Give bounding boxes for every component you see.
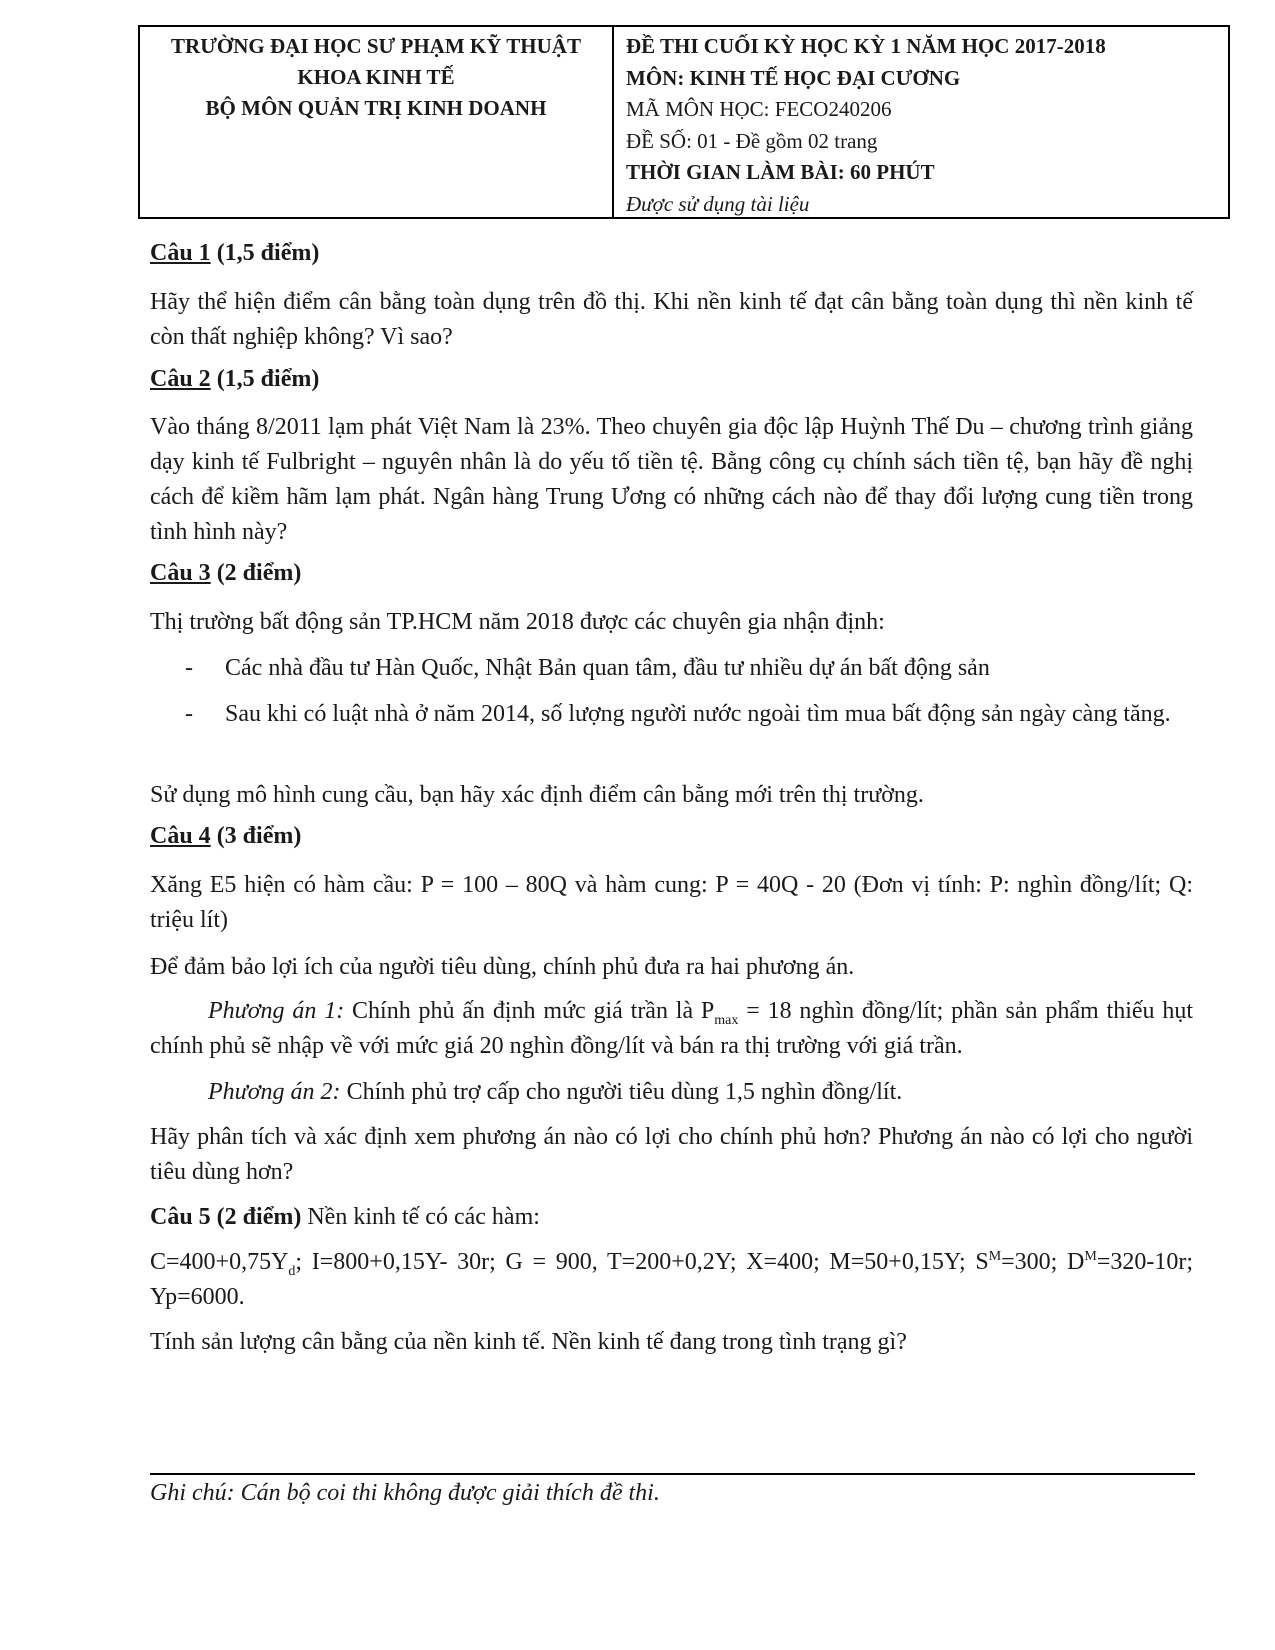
- eq-part-a: C=400+0,75Y: [150, 1249, 289, 1275]
- question-4-points: (3 điểm): [210, 823, 302, 849]
- eq-sup-m: M: [1084, 1249, 1097, 1264]
- exam-number: ĐỀ SỐ: 01 - Đề gồm 02 trang: [626, 128, 878, 153]
- exam-info-cell: [614, 27, 1228, 217]
- question-4-label: Câu 4: [150, 823, 211, 849]
- bullet-dash: -: [185, 655, 193, 681]
- eq-part-b: ; I=800+0,15Y- 30r; G = 900, T=200+0,2Y; X=400; M=50+0,15Y; S: [295, 1249, 989, 1275]
- bullet-text: Các nhà đầu tư Hàn Quốc, Nhật Bản quan tâm, đầu tư nhiều dự án bất động sản: [225, 655, 990, 681]
- department-name: BỘ MÔN QUẢN TRỊ KINH DOANH: [205, 96, 547, 120]
- university-name: TRƯỜNG ĐẠI HỌC SƯ PHẠM KỸ THUẬT: [171, 34, 581, 58]
- option-1-text-a: Chính phủ ấn định mức giá trần là P: [344, 998, 715, 1024]
- option-1-text-b: = 18 nghìn đồng/lít; phần sản phẩm thiếu hụt chính phủ sẽ nhập về với mức giá 20 nghìn đồng/lít và bán ra thị trường với giá trần.: [150, 998, 1194, 1059]
- footer-divider: [150, 1473, 1195, 1475]
- question-5-intro: Nền kinh tế có các hàm:: [301, 1204, 540, 1230]
- eq-sup-m: M: [988, 1249, 1002, 1264]
- question-4-context: Để đảm bảo lợi ích của người tiêu dùng, chính phủ đưa ra hai phương án.: [150, 954, 855, 980]
- question-3-bullet: [185, 651, 1193, 686]
- option-1-subscript: max: [714, 1012, 739, 1028]
- question-3-label: Câu 3: [150, 560, 211, 586]
- question-3-bullet: [185, 697, 1193, 732]
- question-3-intro: Thị trường bất động sản TP.HCM năm 2018 được các chuyên gia nhận định:: [150, 609, 885, 635]
- question-1-label: Câu 1: [150, 240, 211, 266]
- question-5-equations: [150, 1245, 1193, 1315]
- subject: MÔN: KINH TẾ HỌC ĐẠI CƯƠNG: [626, 65, 961, 90]
- question-2-text: Vào tháng 8/2011 lạm phát Việt Nam là 23%. Theo chuyên gia độc lập Huỳnh Thế Du – chương trình giảng dạy kinh tế Fulbright – nguyên nhân là do yếu tố tiền tệ. Bằng công cụ chính sách tiền tệ, bạn hãy đề nghị cách để kiềm hãm lạm phát. Ngân hàng Trung Ương có những cách nào để thay đổi lượng cung tiền trong tình hình này?: [150, 414, 1193, 545]
- question-4-task: Hãy phân tích và xác định xem phương án nào có lợi cho chính phủ hơn? Phương án nào có lợi cho người tiêu dùng hơn?: [150, 1124, 1193, 1185]
- question-2-title: [150, 366, 319, 393]
- eq-sub-d: d: [288, 1263, 296, 1279]
- question-4-text: Xăng E5 hiện có hàm cầu: P = 100 – 80Q và hàm cung: P = 40Q - 20 (Đơn vị tính: P: nghìn đồng/lít; Q: triệu lít): [150, 872, 1193, 933]
- institution-cell: [140, 27, 614, 217]
- question-3-points: (2 điểm): [210, 560, 302, 586]
- materials-allowed: Được sử dụng tài liệu: [626, 191, 810, 216]
- footer-note: Ghi chú: Cán bộ coi thi không được giải thích đề thi.: [150, 1480, 660, 1506]
- course-code: MÃ MÔN HỌC: FECO240206: [626, 97, 892, 121]
- question-5-label: Câu 5 (2 điểm): [150, 1204, 302, 1230]
- bullet-text: Sau khi có luật nhà ở năm 2014, số lượng người nước ngoài tìm mua bất động sản ngày càng tăng.: [225, 701, 1171, 727]
- question-4-option-1: [150, 994, 1193, 1064]
- exam-header: [138, 25, 1230, 219]
- exam-title: ĐỀ THI CUỐI KỲ HỌC KỲ 1 NĂM HỌC 2017-2018: [626, 34, 1106, 58]
- question-3-task: Sử dụng mô hình cung cầu, bạn hãy xác định điểm cân bằng mới trên thị trường.: [150, 782, 924, 808]
- option-2-label: Phương án 2:: [208, 1079, 341, 1105]
- option-1-label: Phương án 1:: [208, 998, 345, 1024]
- question-5-task: Tính sản lượng cân bằng của nền kinh tế. Nền kinh tế đang trong tình trạng gì?: [150, 1329, 907, 1355]
- question-3-title: [150, 560, 301, 587]
- question-1-text: Hãy thể hiện điểm cân bằng toàn dụng trên đồ thị. Khi nền kinh tế đạt cân bằng toàn dụng thì nền kinh tế còn thất nghiệp không? Vì sao?: [150, 289, 1193, 350]
- question-5-title: [150, 1200, 1193, 1235]
- question-2-points: (1,5 điểm): [210, 366, 320, 392]
- eq-part-d: =320-10r; Yp=6000.: [150, 1249, 1193, 1310]
- question-4-title: [150, 823, 301, 850]
- faculty-name: KHOA KINH TẾ: [297, 65, 455, 89]
- option-2-text: Chính phủ trợ cấp cho người tiêu dùng 1,5 nghìn đồng/lít.: [340, 1079, 903, 1105]
- question-4-option-2: [150, 1075, 1193, 1110]
- bullet-dash: -: [185, 701, 193, 727]
- question-1-points: (1,5 điểm): [210, 240, 320, 266]
- question-1-title: [150, 240, 319, 267]
- exam-duration: THỜI GIAN LÀM BÀI: 60 PHÚT: [626, 160, 935, 184]
- eq-part-c: =300; D: [1001, 1249, 1085, 1275]
- question-2-label: Câu 2: [150, 366, 211, 392]
